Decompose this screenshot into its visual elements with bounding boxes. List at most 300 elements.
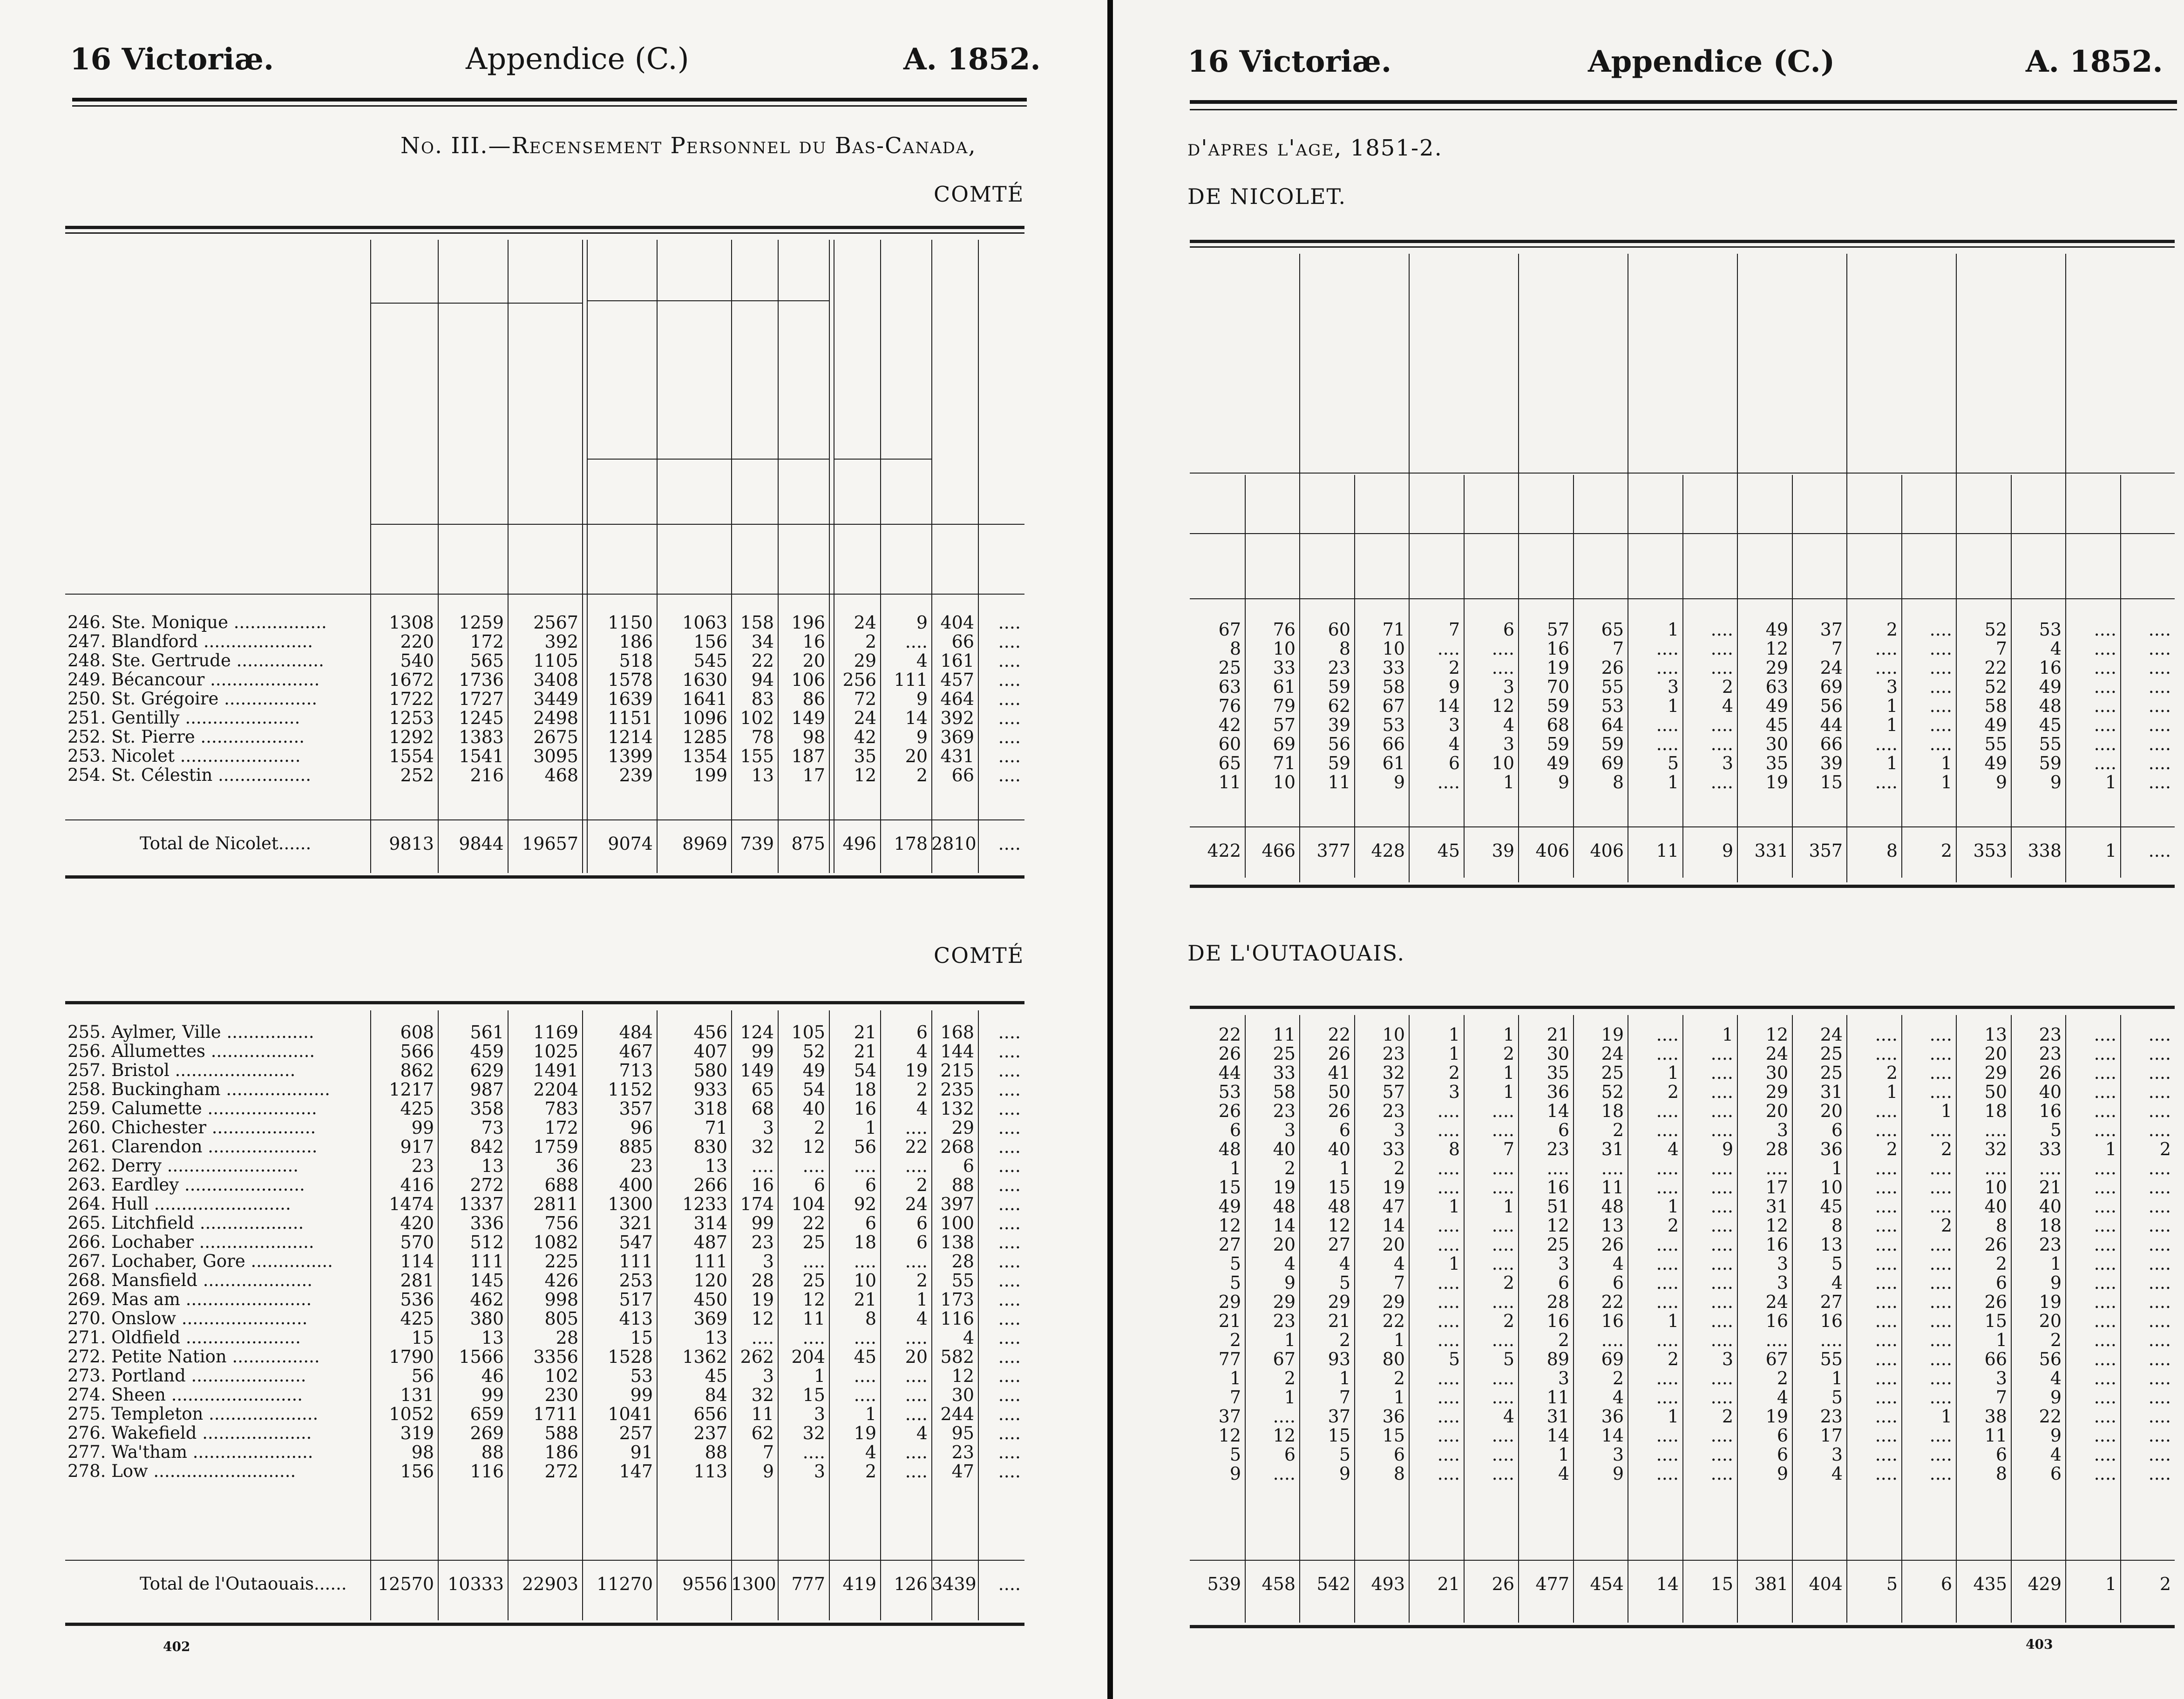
data-cell: 19: [2039, 1292, 2062, 1312]
running-head-left: 16 Victoriæ.: [70, 42, 274, 77]
data-cell: 55: [2039, 734, 2062, 754]
data-cell: ....: [905, 1117, 928, 1138]
data-cell: ....: [1656, 1292, 1679, 1312]
total-cell: 353: [1973, 840, 2007, 861]
nicolet-age-table: [1190, 240, 2175, 892]
data-cell: 4: [916, 650, 928, 671]
data-cell: ....: [1710, 1043, 1733, 1064]
row-label: 278. Low ..........................: [68, 1461, 296, 1481]
data-cell: 168: [940, 1022, 974, 1042]
data-cell: 79: [1273, 696, 1295, 716]
data-cell: 32: [751, 1385, 774, 1405]
data-cell: 61: [1382, 753, 1405, 773]
data-cell: 11: [1218, 772, 1241, 792]
data-cell: 608: [400, 1022, 434, 1042]
data-cell: ....: [2094, 1177, 2116, 1198]
column-rule: [731, 303, 732, 521]
data-cell: 588: [544, 1423, 578, 1443]
data-cell: 225: [544, 1251, 578, 1272]
data-cell: 1790: [389, 1347, 434, 1367]
data-cell: 14: [1382, 1215, 1405, 1236]
data-cell: 1: [1393, 1387, 1405, 1408]
data-cell: 2: [1503, 1043, 1514, 1064]
data-cell: ....: [1492, 1120, 1514, 1140]
data-cell: 155: [740, 746, 774, 766]
data-cell: 933: [693, 1079, 727, 1100]
data-cell: 16: [1546, 638, 1569, 659]
data-cell: 91: [630, 1442, 653, 1462]
data-cell: 23: [751, 1232, 774, 1252]
data-cell: 9: [916, 727, 928, 747]
data-cell: 2: [1722, 1406, 1733, 1427]
data-cell: 8: [1393, 1463, 1405, 1484]
data-cell: 1474: [389, 1194, 434, 1214]
data-cell: 842: [470, 1137, 504, 1157]
data-cell: 77: [1218, 1349, 1241, 1369]
data-cell: ....: [1710, 1177, 1733, 1198]
data-cell: 25: [802, 1232, 825, 1252]
data-cell: 4: [916, 1041, 928, 1062]
data-cell: ....: [2094, 1330, 2116, 1350]
data-cell: 5: [1831, 1253, 1843, 1274]
data-cell: ....: [2148, 1444, 2171, 1465]
outaouais-population-table: [65, 1001, 1024, 1630]
data-cell: 39: [1820, 753, 1843, 773]
data-cell: ....: [2094, 677, 2116, 697]
total-cell: 10333: [448, 1574, 504, 1594]
data-cell: ....: [2094, 1311, 2116, 1331]
data-cell: ....: [1437, 1177, 1460, 1198]
data-cell: ....: [998, 1098, 1021, 1119]
data-cell: 9: [1995, 772, 2007, 792]
data-cell: ....: [1710, 1215, 1733, 1236]
total-rule: [1190, 826, 2175, 827]
data-cell: ....: [1929, 619, 1952, 640]
data-cell: 49: [1984, 715, 2007, 735]
data-cell: 2: [916, 1175, 928, 1195]
data-cell: 7: [1831, 638, 1843, 659]
data-cell: ....: [2094, 734, 2116, 754]
data-cell: 37: [1218, 1406, 1241, 1427]
data-cell: 26: [1328, 1101, 1350, 1121]
data-cell: 111: [693, 1251, 727, 1272]
data-cell: ....: [1437, 1444, 1460, 1465]
column-rule: [582, 1010, 583, 1620]
data-cell: 2: [916, 765, 928, 785]
data-cell: 89: [1546, 1349, 1569, 1369]
data-cell: 5: [1667, 753, 1679, 773]
data-cell: ....: [2148, 1463, 2171, 1484]
data-cell: 10: [1820, 1177, 1843, 1198]
data-cell: 13: [481, 1156, 504, 1176]
page-title: No. III.—Recensement Personnel du Bas-Canada,: [400, 133, 977, 159]
data-cell: ....: [2148, 1196, 2171, 1217]
data-cell: 987: [470, 1079, 504, 1100]
data-cell: 58: [1382, 677, 1405, 697]
data-cell: ....: [2148, 1387, 2171, 1408]
data-cell: ....: [998, 1308, 1021, 1329]
total-cell: 2: [2159, 1574, 2171, 1594]
data-cell: 29: [1765, 1082, 1788, 1102]
data-cell: ....: [2148, 1043, 2171, 1064]
data-cell: 1: [1448, 1253, 1460, 1274]
data-cell: 1308: [389, 612, 434, 633]
data-cell: ....: [1492, 1330, 1514, 1350]
data-cell: 16: [1546, 1311, 1569, 1331]
data-cell: ....: [905, 1251, 928, 1272]
data-cell: ....: [998, 1461, 1021, 1482]
data-cell: 1105: [533, 650, 578, 671]
data-cell: 23: [2039, 1024, 2062, 1045]
data-cell: 35: [854, 746, 876, 766]
data-cell: 161: [940, 650, 974, 671]
data-cell: 21: [1546, 1024, 1569, 1045]
data-cell: 4: [1339, 1253, 1350, 1274]
data-cell: 2: [1284, 1368, 1295, 1388]
data-cell: 2: [1229, 1330, 1241, 1350]
data-cell: ....: [998, 612, 1021, 633]
row-label: 259. Calumette ....................: [68, 1098, 317, 1118]
data-cell: 204: [791, 1347, 825, 1367]
data-cell: 30: [951, 1385, 974, 1405]
data-cell: 431: [940, 746, 974, 766]
data-cell: 76: [1218, 696, 1241, 716]
data-cell: ....: [1710, 638, 1733, 659]
data-cell: 33: [2039, 1139, 2062, 1159]
data-cell: 2: [1722, 677, 1733, 697]
data-cell: ....: [2094, 1406, 2116, 1427]
data-cell: 11: [1328, 772, 1350, 792]
data-cell: 22: [1218, 1024, 1241, 1045]
data-cell: 23: [1546, 1139, 1569, 1159]
data-cell: 3: [1448, 715, 1460, 735]
row-label: 249. Bécancour ....................: [68, 670, 320, 690]
data-cell: 215: [940, 1060, 974, 1081]
data-cell: 26: [2039, 1063, 2062, 1083]
data-cell: 4: [865, 1442, 876, 1462]
total-cell: 458: [1262, 1574, 1295, 1594]
data-cell: 3: [762, 1251, 774, 1272]
column-rule: [582, 240, 583, 873]
data-cell: ....: [1710, 1158, 1733, 1178]
data-cell: ....: [1875, 1349, 1898, 1369]
data-cell: 99: [751, 1213, 774, 1233]
data-cell: 2: [916, 1270, 928, 1291]
data-cell: 4: [1612, 1253, 1624, 1274]
row-label: 274. Sheen ........................: [68, 1385, 303, 1405]
data-cell: 570: [400, 1232, 434, 1252]
data-cell: ....: [2148, 1330, 2171, 1350]
data-cell: 29: [951, 1117, 974, 1138]
data-cell: ....: [1492, 1444, 1514, 1465]
total-cell: 406: [1590, 840, 1624, 861]
total-label: Total de Nicolet......: [140, 833, 312, 853]
data-cell: 55: [1601, 677, 1624, 697]
data-cell: 23: [630, 1156, 653, 1176]
data-cell: 1: [1886, 1082, 1898, 1102]
data-cell: 547: [619, 1232, 653, 1252]
data-cell: 4: [1503, 1406, 1514, 1427]
data-cell: 6: [1448, 753, 1460, 773]
data-cell: 49: [802, 1060, 825, 1081]
data-cell: 29: [1382, 1292, 1405, 1312]
total-label: Total de l'Outaouais......: [140, 1574, 347, 1594]
data-cell: 24: [1765, 1292, 1788, 1312]
data-cell: 688: [544, 1175, 578, 1195]
data-cell: 78: [751, 727, 774, 747]
data-cell: 3: [1558, 1368, 1569, 1388]
data-cell: 31: [1601, 1139, 1624, 1159]
data-cell: 1399: [608, 746, 653, 766]
data-cell: ....: [2094, 1463, 2116, 1484]
data-cell: 244: [940, 1404, 974, 1424]
data-cell: ....: [1875, 1311, 1898, 1331]
data-cell: 9: [1339, 1463, 1350, 1484]
data-cell: 1362: [682, 1347, 727, 1367]
data-cell: ....: [1656, 1234, 1679, 1255]
data-cell: ....: [1929, 1196, 1952, 1217]
column-rule: [829, 1010, 830, 1620]
data-cell: 13: [751, 765, 774, 785]
nicolet-population-table: [65, 226, 1024, 887]
data-cell: 12: [1218, 1215, 1241, 1236]
data-cell: 5: [1339, 1444, 1350, 1465]
data-cell: 1541: [459, 746, 504, 766]
data-cell: 6: [1393, 1444, 1405, 1465]
data-cell: ....: [1492, 1387, 1514, 1408]
data-cell: 68: [751, 1098, 774, 1119]
data-cell: 2: [1886, 619, 1898, 640]
data-cell: 33: [1273, 1063, 1295, 1083]
data-cell: ....: [1710, 1196, 1733, 1217]
total-cell: 9: [1722, 840, 1733, 861]
data-cell: 32: [751, 1137, 774, 1157]
data-cell: ....: [2094, 1063, 2116, 1083]
data-cell: 9: [2050, 772, 2062, 792]
data-cell: 6: [1558, 1120, 1569, 1140]
data-cell: 1491: [533, 1060, 578, 1081]
data-cell: 31: [1820, 1082, 1843, 1102]
row-label: 248. Ste. Gertrude ................: [68, 650, 324, 670]
data-cell: 862: [400, 1060, 434, 1081]
data-cell: 1: [1667, 696, 1679, 716]
data-cell: 20: [905, 1347, 928, 1367]
data-cell: 2: [1612, 1368, 1624, 1388]
data-cell: 19: [854, 1423, 876, 1443]
data-cell: 30: [1546, 1043, 1569, 1064]
total-cell: 126: [894, 1574, 928, 1594]
data-cell: 25: [802, 1270, 825, 1291]
data-cell: 3: [1667, 677, 1679, 697]
data-cell: 7: [762, 1442, 774, 1462]
data-cell: ....: [1875, 657, 1898, 678]
data-cell: ....: [2148, 1406, 2171, 1427]
data-cell: 1025: [533, 1041, 578, 1062]
data-cell: 1: [1503, 772, 1514, 792]
data-cell: 96: [630, 1117, 653, 1138]
data-cell: ....: [1492, 1158, 1514, 1178]
data-cell: 172: [544, 1117, 578, 1138]
data-cell: ....: [1656, 1444, 1679, 1465]
data-cell: 24: [854, 708, 876, 728]
data-cell: 18: [1601, 1101, 1624, 1121]
data-cell: 25: [1820, 1043, 1843, 1064]
data-cell: 32: [1382, 1063, 1405, 1083]
total-cell: 15: [1710, 1574, 1733, 1594]
data-cell: 66: [951, 765, 974, 785]
data-cell: ....: [998, 1060, 1021, 1081]
data-cell: 39: [1328, 715, 1350, 735]
data-cell: ....: [905, 631, 928, 652]
total-cell: 8969: [682, 833, 727, 854]
data-cell: 462: [470, 1289, 504, 1310]
data-cell: 50: [1984, 1082, 2007, 1102]
data-cell: ....: [1875, 1444, 1898, 1465]
data-cell: 12: [1273, 1425, 1295, 1446]
data-cell: ....: [2148, 1368, 2171, 1388]
data-cell: 3: [1777, 1273, 1788, 1293]
section-heading-nicolet: COMTÉ: [934, 182, 1024, 207]
data-cell: ....: [1875, 1387, 1898, 1408]
data-cell: 66: [1820, 734, 1843, 754]
data-cell: 11: [1984, 1425, 2007, 1446]
total-cell: 12570: [378, 1574, 434, 1594]
data-cell: 12: [1765, 1215, 1788, 1236]
data-cell: ....: [1929, 1120, 1952, 1140]
data-cell: 6: [1777, 1444, 1788, 1465]
data-cell: ....: [2094, 657, 2116, 678]
data-cell: 59: [1546, 696, 1569, 716]
folio-left: 402: [163, 1639, 190, 1654]
data-cell: ....: [905, 1404, 928, 1424]
data-cell: ....: [998, 1137, 1021, 1157]
data-cell: ....: [2148, 753, 2171, 773]
data-cell: 464: [940, 689, 974, 709]
data-cell: 3: [814, 1404, 825, 1424]
data-cell: 380: [470, 1308, 504, 1329]
data-cell: 45: [1765, 715, 1788, 735]
data-cell: 256: [842, 670, 876, 690]
data-cell: 17: [802, 765, 825, 785]
data-cell: 9: [1393, 772, 1405, 792]
data-cell: 3: [1995, 1368, 2007, 1388]
data-cell: 76: [1273, 619, 1295, 640]
data-cell: ....: [2148, 638, 2171, 659]
data-cell: 23: [1328, 657, 1350, 678]
data-cell: ....: [2148, 1311, 2171, 1331]
data-cell: 49: [1765, 696, 1788, 716]
data-cell: ....: [2094, 753, 2116, 773]
data-cell: 3: [1284, 1120, 1295, 1140]
data-cell: 199: [693, 765, 727, 785]
data-cell: 9: [916, 689, 928, 709]
data-cell: 20: [1382, 1234, 1405, 1255]
data-cell: 484: [619, 1022, 653, 1042]
total-cell: 875: [791, 833, 825, 854]
data-cell: 6: [963, 1156, 974, 1176]
data-cell: ....: [1929, 1253, 1952, 1274]
header-bottom-rule: [65, 594, 1024, 595]
data-cell: ....: [1929, 1043, 1952, 1064]
data-cell: ....: [1710, 657, 1733, 678]
data-cell: 70: [1546, 677, 1569, 697]
data-cell: 1259: [459, 612, 504, 633]
data-cell: 23: [1820, 1406, 1843, 1427]
data-cell: 65: [751, 1079, 774, 1100]
data-cell: 9: [1448, 677, 1460, 697]
data-cell: ....: [2094, 1215, 2116, 1236]
data-cell: ....: [1929, 1158, 1952, 1178]
data-cell: 36: [1820, 1139, 1843, 1159]
data-cell: ....: [1875, 1463, 1898, 1484]
data-cell: ....: [751, 1156, 774, 1176]
data-cell: 2567: [533, 612, 578, 633]
data-cell: 27: [1820, 1292, 1843, 1312]
data-cell: 19: [1765, 1406, 1788, 1427]
data-cell: 98: [411, 1442, 434, 1462]
running-head-right-r: A. 1852.: [2026, 44, 2163, 79]
data-cell: 149: [740, 1060, 774, 1081]
data-cell: 2: [865, 631, 876, 652]
running-head-right: A. 1852.: [903, 42, 1041, 77]
total-cell: 9813: [389, 833, 434, 854]
header-rule: [587, 459, 829, 460]
data-cell: 9: [1284, 1273, 1295, 1293]
data-cell: ....: [1984, 1158, 2007, 1178]
data-cell: 72: [854, 689, 876, 709]
data-cell: 257: [619, 1423, 653, 1443]
data-cell: 1528: [608, 1347, 653, 1367]
data-cell: 19: [1601, 1024, 1624, 1045]
data-cell: 5: [1503, 1349, 1514, 1369]
data-cell: 8: [1831, 1215, 1843, 1236]
data-cell: ....: [1437, 1292, 1460, 1312]
data-cell: 7: [1612, 638, 1624, 659]
data-cell: 4: [1777, 1387, 1788, 1408]
data-cell: 98: [802, 727, 825, 747]
data-cell: 1: [1448, 1024, 1460, 1045]
data-cell: 456: [693, 1022, 727, 1042]
data-cell: ....: [1875, 734, 1898, 754]
data-cell: 7: [1229, 1387, 1241, 1408]
data-cell: ....: [1820, 1330, 1843, 1350]
data-cell: 67: [1382, 696, 1405, 716]
total-cell: ....: [2148, 840, 2171, 861]
data-cell: 13: [1984, 1024, 2007, 1045]
data-cell: ....: [1656, 1387, 1679, 1408]
data-cell: 45: [1820, 1196, 1843, 1217]
data-cell: 28: [1765, 1139, 1788, 1159]
head-rule-thin: [72, 105, 1027, 107]
data-cell: 1151: [608, 708, 653, 728]
data-cell: 48: [1273, 1196, 1295, 1217]
total-cell: 45: [1437, 840, 1460, 861]
data-cell: 1566: [459, 1347, 504, 1367]
data-cell: 114: [400, 1251, 434, 1272]
data-cell: 116: [470, 1461, 504, 1482]
data-cell: 29: [854, 650, 876, 671]
data-cell: 4: [916, 1098, 928, 1119]
data-cell: 269: [470, 1423, 504, 1443]
data-cell: ....: [2094, 1368, 2116, 1388]
data-cell: ....: [1929, 677, 1952, 697]
data-cell: 9: [2050, 1425, 2062, 1446]
data-cell: ....: [1929, 1368, 1952, 1388]
data-cell: 29: [1984, 1063, 2007, 1083]
data-cell: 14: [905, 708, 928, 728]
data-cell: 4: [1612, 1387, 1624, 1408]
row-label: 277. Wa'tham ......................: [68, 1442, 313, 1462]
